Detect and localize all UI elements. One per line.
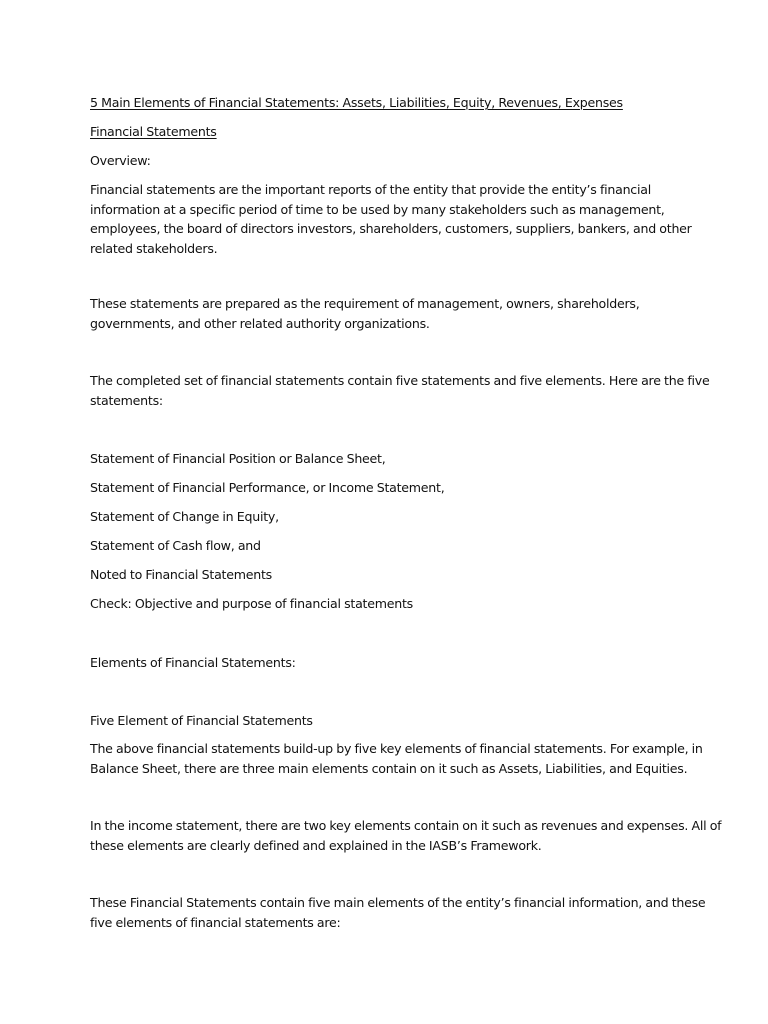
statement-item: Statement of Financial Position or Balance Sheet, [90,451,386,466]
elements-heading: Elements of Financial Statements: [90,655,296,670]
paragraph-line: five elements of financial statements are: [90,914,341,930]
paragraph-line: The completed set of financial statements contain five statements and five elements. Here are the five [90,373,710,388]
paragraph-line: statements: [90,392,163,408]
section-title-financial-statements: Financial Statements [90,124,217,139]
paragraph-line: information at a specific period of time to be used by many stakeholders such as management, [90,201,665,217]
prepared-paragraph [90,294,680,333]
income-paragraph [90,816,722,855]
statement-item: Statement of Cash flow, and [90,538,261,553]
paragraph-line: These Financial Statements contain five main elements of the entity’s financial information, and these [90,895,706,910]
five-main-paragraph [90,893,706,932]
document-title: 5 Main Elements of Financial Statements: Assets, Liabilities, Equity, Revenues, Expenses [90,95,623,110]
paragraph-line: related stakeholders. [90,240,218,256]
overview-label: Overview: [90,153,151,168]
paragraph-line: Balance Sheet, there are three main elements contain on it such as Assets, Liabilities, and Equities. [90,760,688,776]
paragraph-line: Financial statements are the important reports of the entity that provide the entity’s financial [90,182,651,197]
completed-set-paragraph [90,371,710,410]
paragraph-line: These statements are prepared as the requirement of management, owners, shareholders, [90,296,640,311]
paragraph-line: In the income statement, there are two key elements contain on it such as revenues and expenses. All of [90,818,722,833]
buildup-paragraph [90,739,703,778]
paragraph-line: governments, and other related authority organizations. [90,315,430,331]
statement-item: Statement of Financial Performance, or Income Statement, [90,480,445,495]
overview-paragraph [90,180,692,258]
check-link-text: Check: Objective and purpose of financial statements [90,596,413,611]
paragraph-line: The above financial statements build-up by five key elements of financial statements. For example, in [90,741,703,756]
statement-item: Statement of Change in Equity, [90,509,279,524]
paragraph-line: these elements are clearly defined and explained in the IASB’s Framework. [90,837,542,853]
paragraph-line: employees, the board of directors investors, shareholders, customers, suppliers, bankers, and other [90,221,692,236]
statement-item: Noted to Financial Statements [90,567,272,582]
five-element-heading: Five Element of Financial Statements [90,713,313,728]
